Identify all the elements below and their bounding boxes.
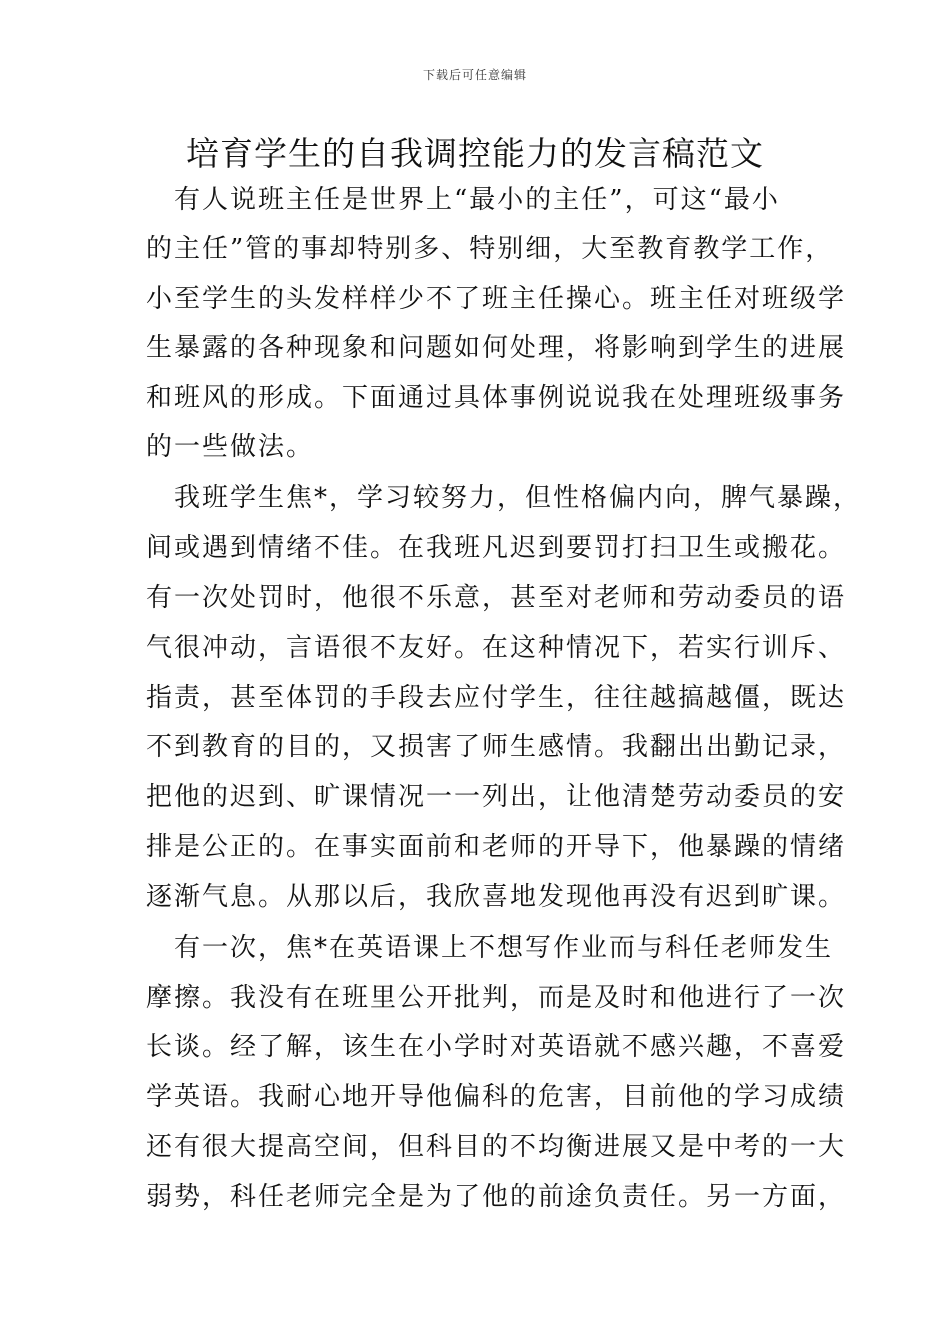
body-line: 指责，甚至体罚的手段去应付学生，往往越搞越僵，既达 <box>146 683 847 713</box>
body-line: 我班学生焦*，学习较努力，但性格偏内向，脾气暴躁， <box>146 483 862 513</box>
body-line: 还有很大提高空间，但科目的不均衡进展又是中考的一大 <box>146 1132 847 1162</box>
body-line: 气很冲动，言语很不友好。在这种情况下，若实行训斥、 <box>146 633 847 663</box>
body-line: 摩擦。我没有在班里公开批判，而是及时和他进行了一次 <box>146 983 847 1013</box>
body-line: 的主任”管的事却特别多、特别细，大至教育教学工作， <box>146 234 834 264</box>
body-line: 长谈。经了解，该生在小学时对英语就不感兴趣，不喜爱 <box>146 1032 847 1062</box>
body-line: 有人说班主任是世界上“最小的主任”，可这“最小 <box>146 185 780 215</box>
body-line: 小至学生的头发样样少不了班主任操心。班主任对班级学 <box>146 284 847 314</box>
body-line: 生暴露的各种现象和问题如何处理，将影响到学生的进展 <box>146 333 847 363</box>
body-line: 和班风的形成。下面通过具体事例说说我在处理班级事务 <box>146 383 847 413</box>
body-line: 排是公正的。在事实面前和老师的开导下，他暴躁的情绪 <box>146 832 847 862</box>
header-note: 下载后可任意编辑 <box>422 68 527 82</box>
body-line: 有一次，焦*在英语课上不想写作业而与科任老师发生 <box>146 933 834 963</box>
body-line: 间或遇到情绪不佳。在我班凡迟到要罚打扫卫生或搬花。 <box>146 533 847 563</box>
body-line: 不到教育的目的，又损害了师生感情。我翻出出勤记录， <box>146 732 847 762</box>
body-line: 有一次处罚时，他很不乐意，甚至对老师和劳动委员的语 <box>146 583 847 613</box>
document-title: 培育学生的自我调控能力的发言稿范文 <box>186 134 764 173</box>
body-line: 弱势，科任老师完全是为了他的前途负责任。另一方面， <box>146 1182 847 1212</box>
body-line: 的一些做法。 <box>146 432 315 462</box>
body-line: 学英语。我耐心地开导他偏科的危害，目前他的学习成绩 <box>146 1082 847 1112</box>
body-line: 把他的迟到、旷课情况一一列出，让他清楚劳动委员的安 <box>146 782 847 812</box>
body-line: 逐渐气息。从那以后，我欣喜地发现他再没有迟到旷课。 <box>146 882 847 912</box>
